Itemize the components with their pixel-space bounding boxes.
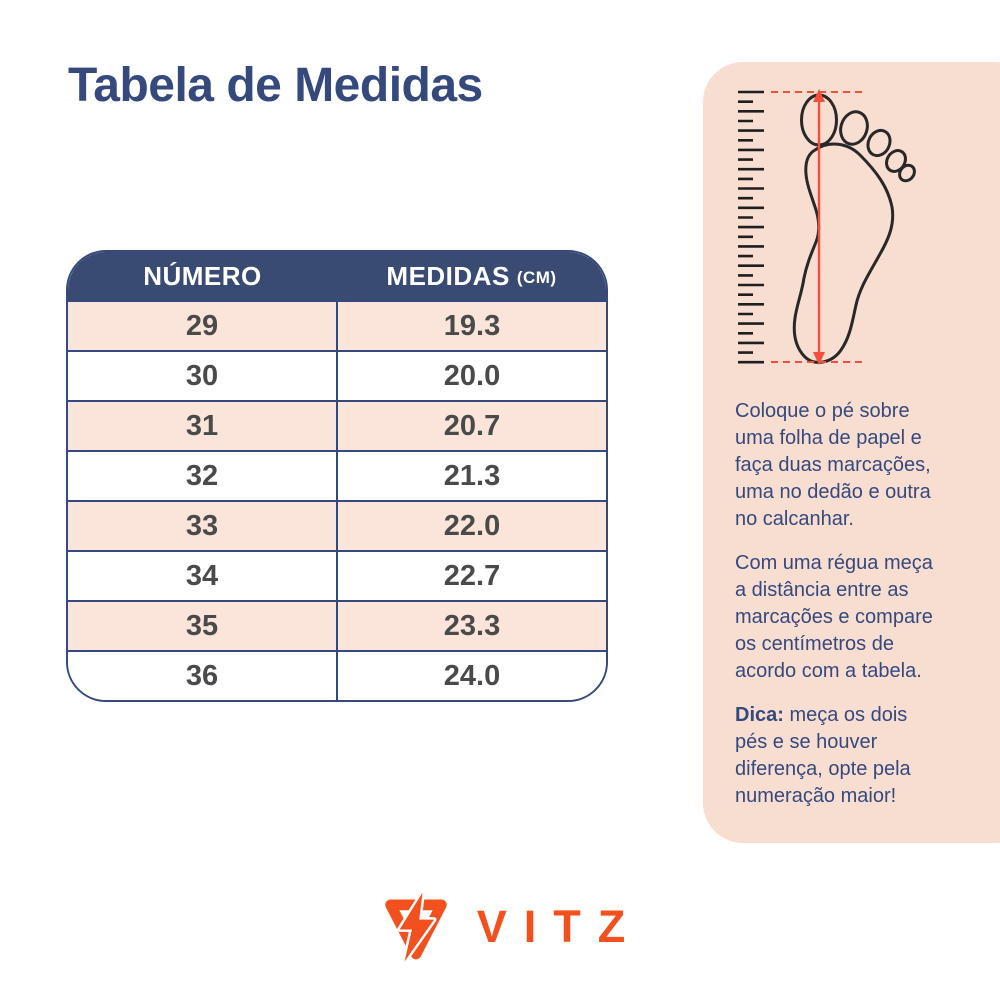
medidas-label: MEDIDAS (386, 260, 510, 291)
table-row (68, 400, 606, 450)
instruction-paragraph-1: Coloque o pé sobre uma folha de papel e faça duas marcações, uma no dedão e outra no calcanhar. (735, 400, 931, 530)
size-value-cell: 35 (68, 602, 338, 650)
measuring-instructions-panel (703, 62, 1000, 843)
size-value-cell: 33 (68, 502, 338, 550)
foot-measurement-illustration (735, 84, 941, 376)
cm-unit-label: (CM) (516, 267, 557, 287)
column-header-medidas (337, 252, 606, 300)
brand-name: VITZ (476, 901, 643, 952)
size-value-cell: 31 (68, 402, 338, 450)
table-row (68, 500, 606, 550)
cm-value-cell: 20.0 (443, 359, 501, 392)
instruction-paragraph-2: Com uma régua meça a distância entre as marcações e compare os centímetros de acordo com a tabela. (735, 552, 933, 682)
table-row (68, 550, 606, 600)
cm-value-cell: 19.3 (443, 309, 501, 342)
cm-value-cell: 20.7 (443, 409, 501, 442)
tip-label: Dica: (735, 704, 784, 726)
cm-value-cell: 23.3 (443, 609, 501, 642)
cm-value-cell: 21.3 (443, 459, 501, 492)
foot-outline (794, 95, 917, 362)
tip-text: meça os dois pés e se houver diferença, opte pela numeração maior! (735, 704, 911, 807)
size-table (66, 250, 608, 702)
column-header-numero: NÚMERO (143, 260, 262, 291)
size-value-cell: 32 (68, 452, 338, 500)
instruction-tip (735, 702, 940, 810)
table-row (68, 450, 606, 500)
size-value-cell: 36 (68, 652, 338, 700)
vitz-lightning-triangle-icon (375, 886, 457, 968)
page-title: Tabela de Medidas (68, 59, 483, 112)
size-value-cell: 34 (68, 552, 338, 600)
ruler-icon (738, 92, 764, 362)
size-value-cell: 29 (68, 302, 338, 350)
size-value-cell: 30 (68, 352, 338, 400)
table-row (68, 650, 606, 700)
brand-logo (0, 886, 1000, 968)
measurement-arrow (771, 89, 863, 365)
table-row (68, 350, 606, 400)
cm-value-cell: 22.0 (443, 509, 501, 542)
cm-value-cell: 24.0 (443, 659, 501, 692)
size-table-header-row (68, 252, 606, 300)
table-row (68, 600, 606, 650)
cm-value-cell: 22.7 (443, 559, 501, 592)
table-row (68, 300, 606, 350)
